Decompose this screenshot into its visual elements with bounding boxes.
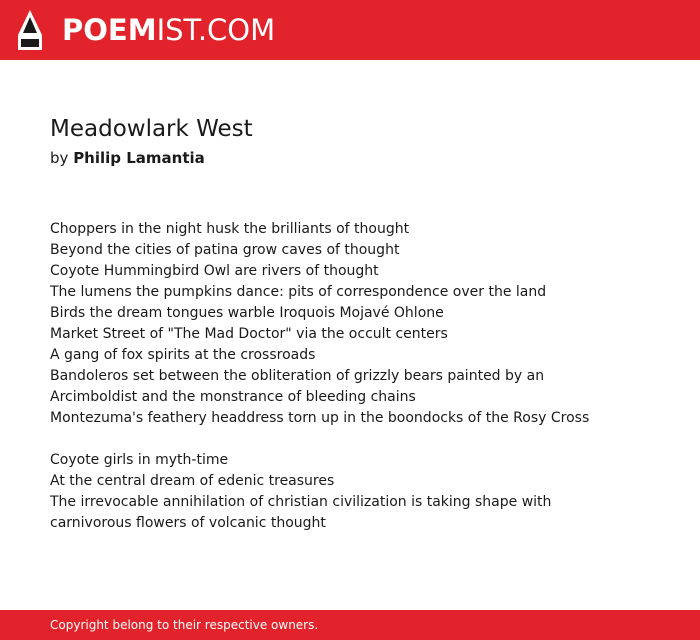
poem-stanza: [50, 450, 670, 534]
poem-body: [50, 219, 670, 555]
poem-stanza: [50, 219, 670, 429]
poem-line: Market Street of "The Mad Doctor" via the occult centers: [50, 326, 448, 342]
site-footer: [0, 610, 700, 640]
logo-bold-text: POEM: [62, 13, 157, 47]
poem-line: Birds the dream tongues warble Iroquois Mojavé Ohlone: [50, 305, 444, 321]
site-header: [0, 0, 700, 60]
site-logo[interactable]: [62, 13, 275, 47]
poem-line: carnivorous flowers of volcanic thought: [50, 515, 326, 531]
by-label: by: [50, 149, 69, 167]
poem-line: Bandoleros set between the obliteration of grizzly bears painted by an: [50, 368, 545, 384]
author-name[interactable]: Philip Lamantia: [73, 149, 205, 167]
poem-line: The irrevocable annihilation of christian civilization is taking shape with: [50, 494, 552, 510]
poem-title: Meadowlark West: [50, 116, 253, 142]
poem-line: Coyote girls in myth-time: [50, 452, 229, 468]
poem-line: Beyond the cities of patina grow caves of thought: [50, 242, 400, 258]
poem-line: The lumens the pumpkins dance: pits of correspondence over the land: [50, 284, 547, 300]
poem-line: Montezuma's feathery headdress torn up in the boondocks of the Rosy Cross: [50, 410, 590, 426]
poem-byline: [50, 149, 205, 167]
poem-line: Arcimboldist and the monstrance of bleeding chains: [50, 389, 416, 405]
poem-line: A gang of fox spirits at the crossroads: [50, 347, 316, 363]
poem-line: Choppers in the night husk the brilliants of thought: [50, 221, 410, 237]
copyright-text: Copyright belong to their respective owners.: [50, 618, 319, 632]
poem-line: Coyote Hummingbird Owl are rivers of thought: [50, 263, 379, 279]
pencil-tip-icon[interactable]: [17, 9, 43, 51]
logo-light-text: IST.COM: [156, 13, 276, 47]
poem-line: At the central dream of edenic treasures: [50, 473, 335, 489]
